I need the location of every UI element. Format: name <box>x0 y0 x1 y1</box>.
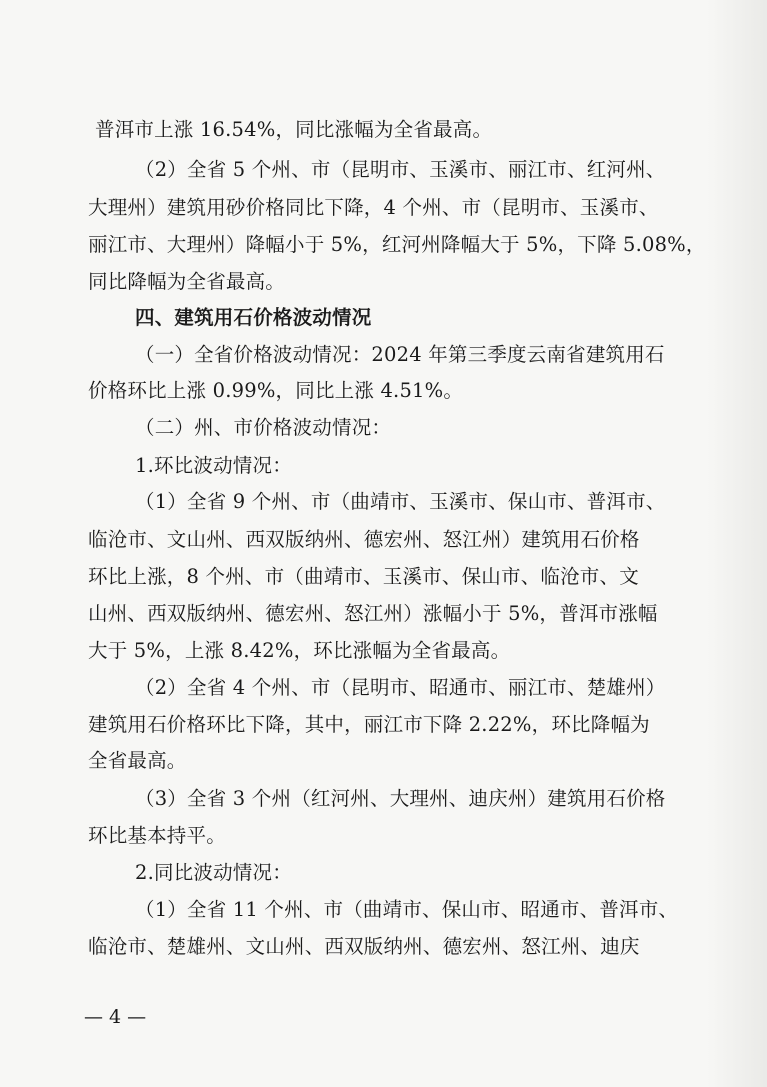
page-number: — 4 — <box>84 1006 147 1028</box>
text-line: 全省最高。 <box>88 749 187 772</box>
text-line: 大于 5%，上涨 8.42%，环比涨幅为全省最高。 <box>88 639 511 662</box>
text-line: 山州、西双版纳州、德宏州、怒江州）涨幅小于 5%，普洱市涨幅 <box>88 602 658 625</box>
text-line: 大理州）建筑用砂价格同比下降，4 个州、市（昆明市、玉溪市、 <box>88 196 659 219</box>
text-line: 环比上涨，8 个州、市（曲靖市、玉溪市、保山市、临沧市、文 <box>88 565 639 588</box>
section-heading: 四、建筑用石价格波动情况 <box>135 306 372 329</box>
text-line: 丽江市、大理州）降幅小于 5%，红河州降幅大于 5%，下降 5.08%， <box>88 233 706 256</box>
text-line: 环比基本持平。 <box>88 824 226 847</box>
text-line: 临沧市、楚雄州、文山州、西双版纳州、德宏州、怒江州、迪庆 <box>88 935 640 958</box>
text-line: （2）全省 5 个州、市（昆明市、玉溪市、丽江市、红河州、 <box>135 158 666 181</box>
text-line: 2.同比波动情况： <box>135 861 292 884</box>
text-line: （3）全省 3 个州（红河州、大理州、迪庆州）建筑用石价格 <box>135 787 666 810</box>
text-line: （二）州、市价格波动情况： <box>135 416 392 439</box>
text-line: （2）全省 4 个州、市（昆明市、昭通市、丽江市、楚雄州） <box>135 676 666 699</box>
text-line: 普洱市上涨 16.54%，同比涨幅为全省最高。 <box>95 118 493 141</box>
text-line: （1）全省 11 个州、市（曲靖市、保山市、昭通市、普洱市、 <box>135 898 679 921</box>
text-line: 1.环比波动情况： <box>135 454 292 477</box>
text-line: （一）全省价格波动情况：2024 年第三季度云南省建筑用石 <box>135 343 665 366</box>
scan-edge-shadow <box>707 0 767 1087</box>
text-line: 价格环比上涨 0.99%，同比上涨 4.51%。 <box>88 379 464 402</box>
text-line: 建筑用石价格环比下降，其中，丽江市下降 2.22%，环比降幅为 <box>88 713 650 736</box>
text-line: （1）全省 9 个州、市（曲靖市、玉溪市、保山市、普洱市、 <box>135 490 666 513</box>
text-line: 临沧市、文山州、西双版纳州、德宏州、怒江州）建筑用石价格 <box>88 528 640 551</box>
text-line: 同比降幅为全省最高。 <box>88 270 286 293</box>
